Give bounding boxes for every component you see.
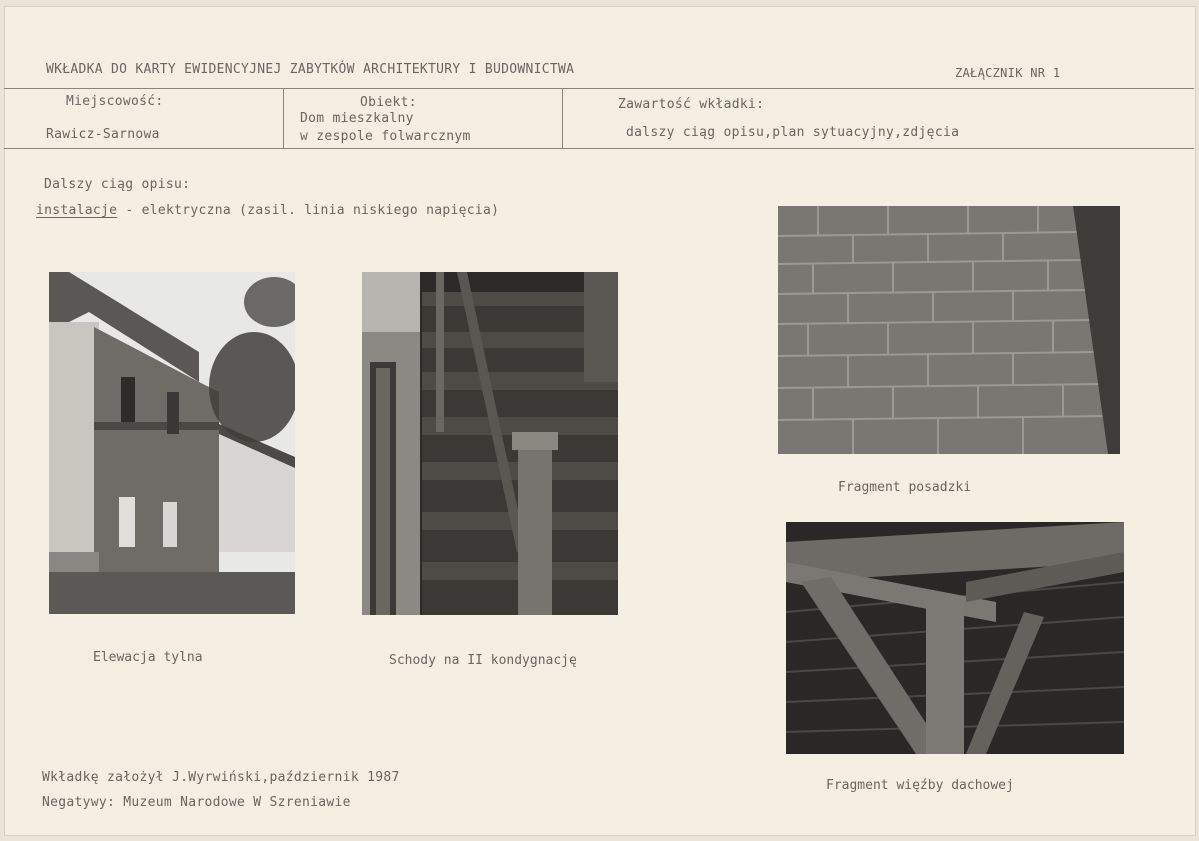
- table-divider-1: [283, 88, 284, 148]
- table-divider-2: [562, 88, 563, 148]
- object-value-line2: w zespole folwarcznym: [300, 129, 471, 144]
- table-bottom-line: [4, 148, 1194, 149]
- caption-floor: Fragment posadzki: [838, 480, 972, 495]
- contents-label: Zawartość wkładki:: [618, 97, 765, 112]
- caption-stairs: Schody na II kondygnację: [389, 653, 577, 668]
- photo-rear-elevation: [49, 272, 295, 614]
- annex-number: ZAŁĄCZNIK NR 1: [955, 66, 1061, 80]
- negatives-note: Negatywy: Muzeum Narodowe W Szreniawie: [42, 795, 351, 810]
- locality-label: Miejscowość:: [66, 94, 164, 109]
- description-heading: Dalszy ciąg opisu:: [44, 177, 191, 192]
- sheet-title: WKŁADKA DO KARTY EWIDENCYJNEJ ZABYTKÓW ARCHITEKTURY I BUDOWNICTWA: [46, 62, 575, 77]
- contents-value: dalszy ciąg opisu,plan sytuacyjny,zdjęcia: [626, 125, 960, 140]
- locality-value: Rawicz-Sarnowa: [46, 127, 160, 142]
- object-label: Obiekt:: [360, 95, 417, 110]
- description-line: [36, 203, 499, 218]
- object-value-line1: Dom mieszkalny: [300, 111, 414, 126]
- photo-roof-truss: [786, 522, 1124, 754]
- installations-label: instalacje: [36, 203, 118, 218]
- installations-text: - elektryczna (zasil. linia niskiego napięcia): [117, 203, 500, 218]
- table-top-line: [4, 88, 1194, 89]
- photo-stairs: [362, 272, 618, 615]
- author-note: Wkładkę założył J.Wyrwiński,październik 1987: [42, 770, 400, 785]
- caption-roof-truss: Fragment więźby dachowej: [826, 778, 1014, 793]
- caption-rear-elevation: Elewacja tylna: [93, 650, 203, 665]
- photo-floor: [778, 206, 1120, 454]
